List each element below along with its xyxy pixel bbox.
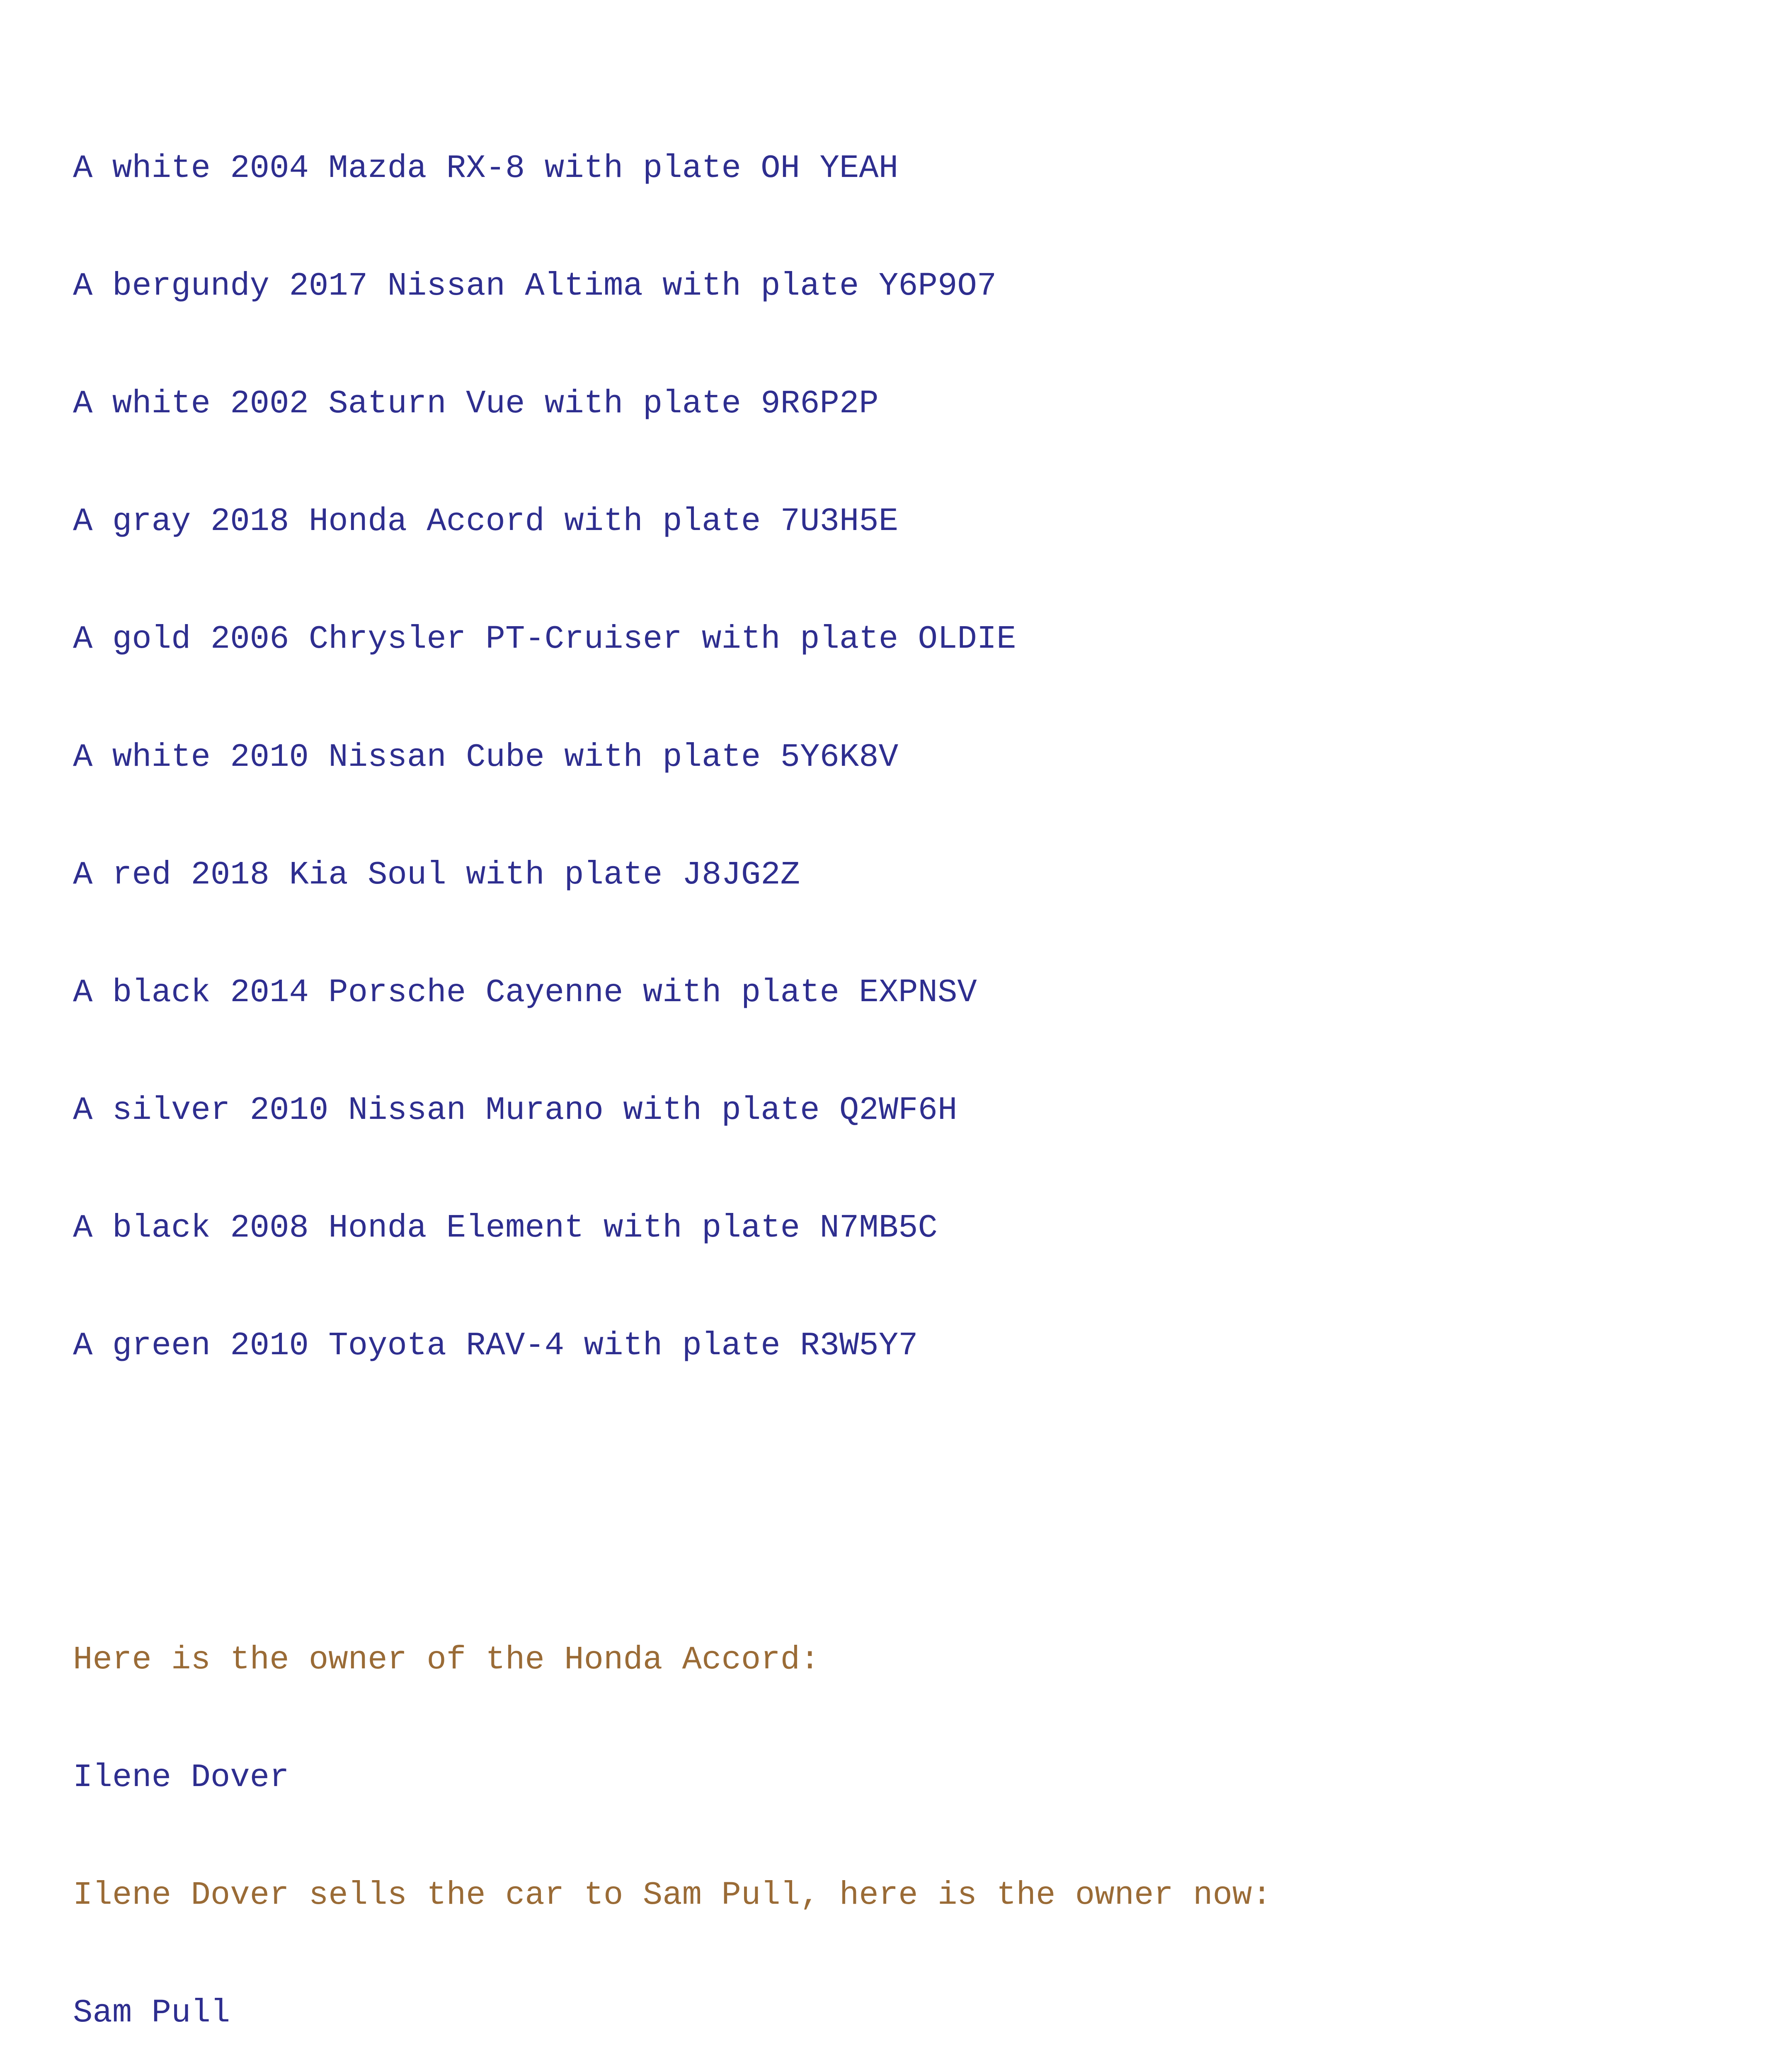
owner-name: Ilene Dover [73,1758,289,1796]
vehicle-line: A white 2010 Nissan Cube with plate 5Y6K8V [73,738,899,776]
owner-header: Here is the owner of the Honda Accord: [73,1641,820,1678]
console-output [73,31,1625,2072]
vehicle-line: A gold 2006 Chrysler PT-Cruiser with plate OLDIE [73,620,1016,658]
vehicle-line: A black 2014 Porsche Cayenne with plate EXPNSV [73,973,977,1011]
vehicle-line: A white 2002 Saturn Vue with plate 9R6P2P [73,385,879,423]
vehicle-line: A green 2010 Toyota RAV-4 with plate R3W5Y7 [73,1327,918,1365]
vehicle-line: A silver 2010 Nissan Murano with plate Q2WF6H [73,1091,958,1129]
vehicle-line: A red 2018 Kia Soul with plate J8JG2Z [73,856,800,893]
blank-line [73,1444,1625,1483]
vehicle-line: A bergundy 2017 Nissan Altima with plate Y6P9O7 [73,267,997,305]
sale-header: Ilene Dover sells the car to Sam Pull, here is the owner now: [73,1876,1272,1914]
vehicle-line: A gray 2018 Honda Accord with plate 7U3H5E [73,503,899,540]
vehicle-line: A black 2008 Honda Element with plate N7MB5C [73,1209,938,1247]
new-owner-name: Sam Pull [73,1994,230,2031]
vehicle-line: A white 2004 Mazda RX-8 with plate OH YEAH [73,150,899,187]
